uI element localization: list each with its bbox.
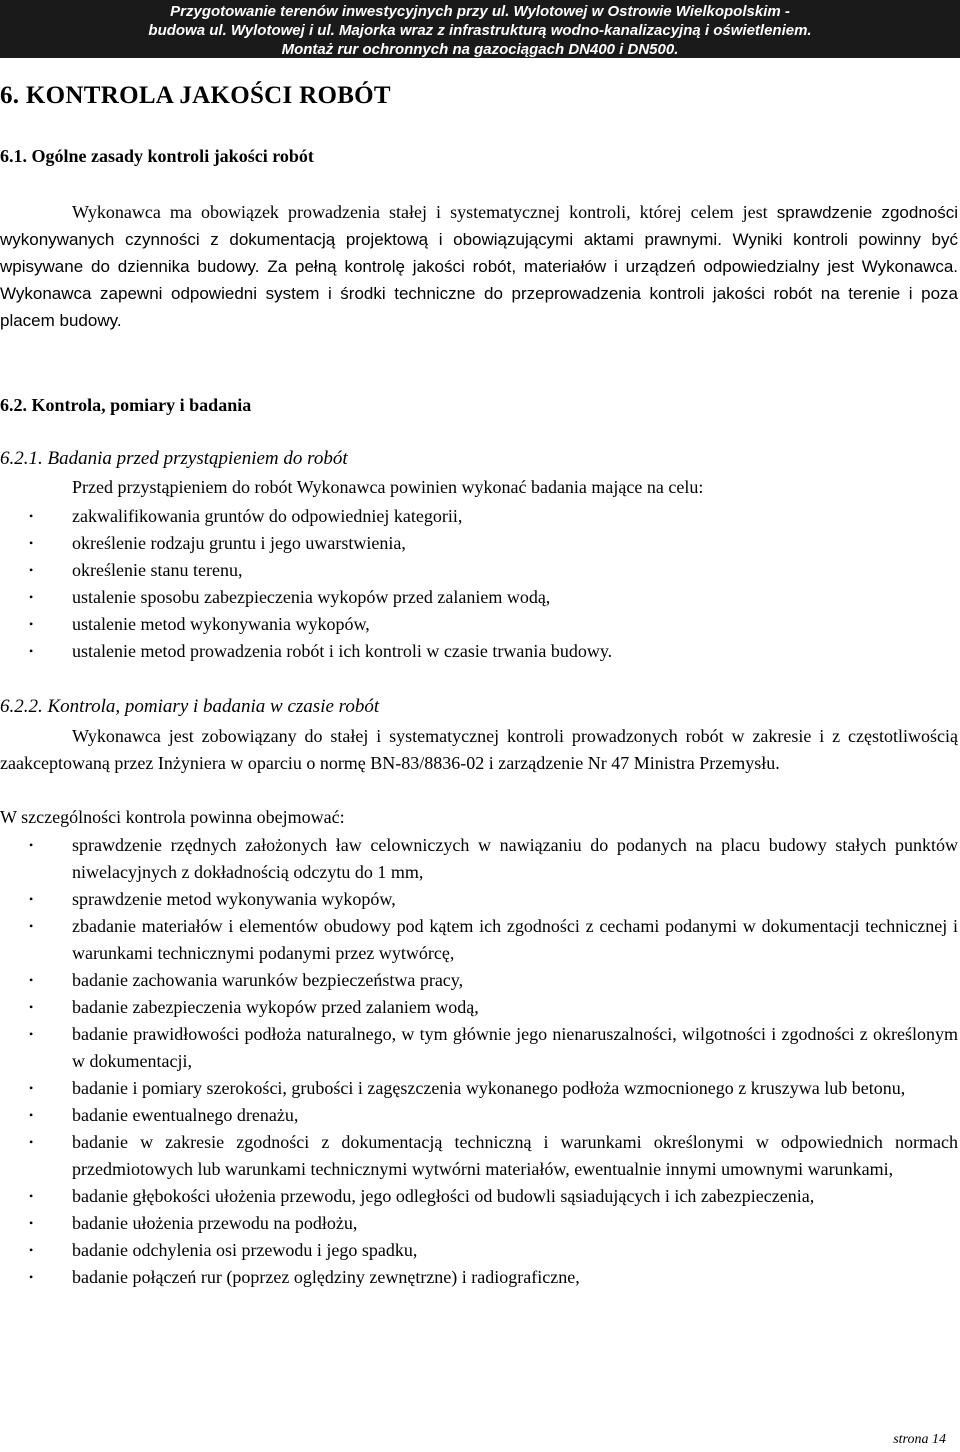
subsection-6-2-2-intro bbox=[0, 723, 958, 777]
list-item: • badanie zabezpieczenia wykopów przed zalaniem wodą, bbox=[29, 997, 479, 1017]
list-item: • zakwalifikowania gruntów do odpowiedniej kategorii, bbox=[29, 506, 463, 526]
list-item: • badanie i pomiary szerokości, grubości i zagęszczenia wykonanego podłoża wzmocnionego z kruszywa lub betonu, bbox=[29, 1078, 906, 1098]
paragraph-serif-part: Wykonawca ma obowiązek prowadzenia stałej i systematycznej kontroli, której celem jest bbox=[72, 202, 768, 222]
list-item: • ustalenie sposobu zabezpieczenia wykopów przed zalaniem wodą, bbox=[29, 587, 551, 607]
subsection-6-1-paragraph bbox=[0, 199, 958, 334]
document-header bbox=[0, 0, 960, 58]
list-item: • badanie w zakresie zgodności z dokumentacją techniczną i warunkami określonymi w odpowiednich normach przedmiotowych lub warunkami technicznymi wytwórni materiałów, ewentualnie innymi umownymi warunkami, bbox=[29, 1132, 958, 1179]
intro-text: Wykonawca jest zobowiązany do stałej i systematycznej kontroli prowadzonych robót w zakresie i z częstotliwością zaakceptowaną przez Inżyniera w oparciu o normę BN-83/8836-02 i zarządzenie Nr 47 Ministra Przemysłu. bbox=[0, 726, 958, 773]
paragraph-sans-part: sprawdzenie zgodności wykonywanych czynności z dokumentacją projektową i obowiązującymi aktami prawnymi. Wyniki kontroli powinny być wpisywane do dziennika budowy. Za pełną kontrolę jakości robót, materiałów i urządzeń odpowiedzialny jest Wykonawca. Wykonawca zapewni odpowiedni system i środki techniczne do przeprowadzenia kontroli jakości robót na terenie i poza placem budowy. bbox=[0, 203, 959, 330]
in-progress-checks-list bbox=[0, 832, 958, 1291]
subsection-6-2-title: 6.2. Kontrola, pomiary i badania bbox=[0, 395, 252, 415]
list-item: • ustalenie metod wykonywania wykopów, bbox=[29, 614, 370, 634]
list-item: • ustalenie metod prowadzenia robót i ich kontroli w czasie trwania budowy. bbox=[29, 641, 613, 661]
header-line-2: budowa ul. Wylotowej i ul. Majorka wraz z infrastrukturą wodno-kanalizacyjną i oświetleniem. bbox=[148, 22, 812, 39]
list-item: • badanie głębokości ułożenia przewodu, jego odległości od budowli sąsiadujących i ich zabezpieczenia, bbox=[29, 1186, 815, 1206]
list-item: • określenie stanu terenu, bbox=[29, 560, 243, 580]
list-item: • badanie ewentualnego drenażu, bbox=[29, 1105, 299, 1125]
pre-work-tests-list bbox=[0, 503, 958, 665]
subsection-6-2-2-lead: W szczególności kontrola powinna obejmować: bbox=[0, 807, 345, 827]
list-item: • zbadanie materiałów i elementów obudowy pod kątem ich zgodności z cechami podanymi w dokumentacji technicznej i warunkami technicznymi podanymi przez wytwórcę, bbox=[29, 916, 958, 963]
page-number: strona 14 bbox=[893, 1432, 946, 1447]
intro-text: Przed przystąpieniem do robót Wykonawca powinien wykonać badania mające na celu: bbox=[72, 477, 704, 497]
list-item: • badanie prawidłowości podłoża naturalnego, w tym głównie jego nienaruszalności, wilgotności i zgodności z określonym w dokumentacji, bbox=[29, 1024, 958, 1071]
list-item: • badanie połączeń rur (poprzez oględziny zewnętrzne) i radiograficzne, bbox=[29, 1267, 580, 1287]
subsection-6-2-2-title: 6.2.2. Kontrola, pomiary i badania w czasie robót bbox=[0, 696, 380, 717]
subsection-6-2-1-title: 6.2.1. Badania przed przystąpieniem do robót bbox=[0, 448, 348, 469]
list-item: • sprawdzenie metod wykonywania wykopów, bbox=[29, 889, 396, 909]
header-line-3: Montaż rur ochronnych na gazociągach DN400 i DN500. bbox=[281, 41, 679, 58]
subsection-6-2-1-intro bbox=[0, 474, 958, 501]
list-item: • określenie rodzaju gruntu i jego uwarstwienia, bbox=[29, 533, 406, 553]
list-item: • badanie ułożenia przewodu na podłożu, bbox=[29, 1213, 358, 1233]
header-line-1: Przygotowanie terenów inwestycyjnych przy ul. Wylotowej w Ostrowie Wielkopolskim - bbox=[170, 3, 790, 20]
list-item: • sprawdzenie rzędnych założonych ław celowniczych w nawiązaniu do podanych na placu budowy stałych punktów niwelacyjnych z dokładnością odczytu do 1 mm, bbox=[29, 835, 958, 882]
subsection-6-1-title: 6.1. Ogólne zasady kontroli jakości robót bbox=[0, 146, 314, 166]
section-title: 6. KONTROLA JAKOŚCI ROBÓT bbox=[0, 82, 391, 109]
list-item: • badanie zachowania warunków bezpieczeństwa pracy, bbox=[29, 970, 464, 990]
list-item: • badanie odchylenia osi przewodu i jego spadku, bbox=[29, 1240, 418, 1260]
